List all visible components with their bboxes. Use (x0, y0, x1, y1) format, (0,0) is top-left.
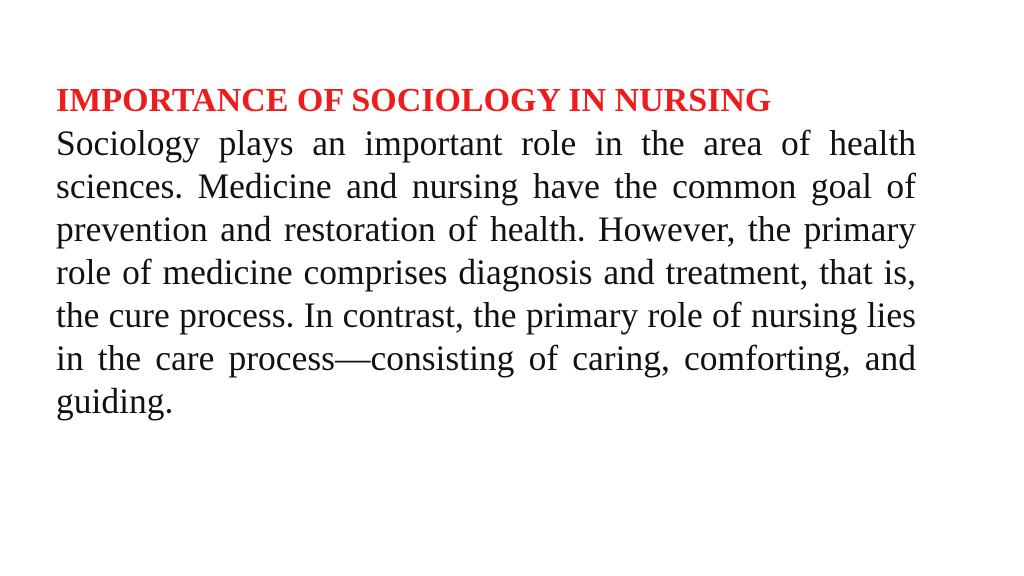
slide-title: IMPORTANCE OF SOCIOLOGY IN NURSING (56, 82, 772, 119)
slide-content (56, 80, 916, 423)
slide-body-paragraph: Sociology plays an important role in the area of health sciences. Medicine and nursing have the common goal of prevention and restoration of health. However, the primary role of medicine comprises diagnosis and treatment, that is, the cure process. In contrast, the primary role of nursing lies in the care process—consisting of caring, comforting, and guiding. (56, 123, 916, 421)
